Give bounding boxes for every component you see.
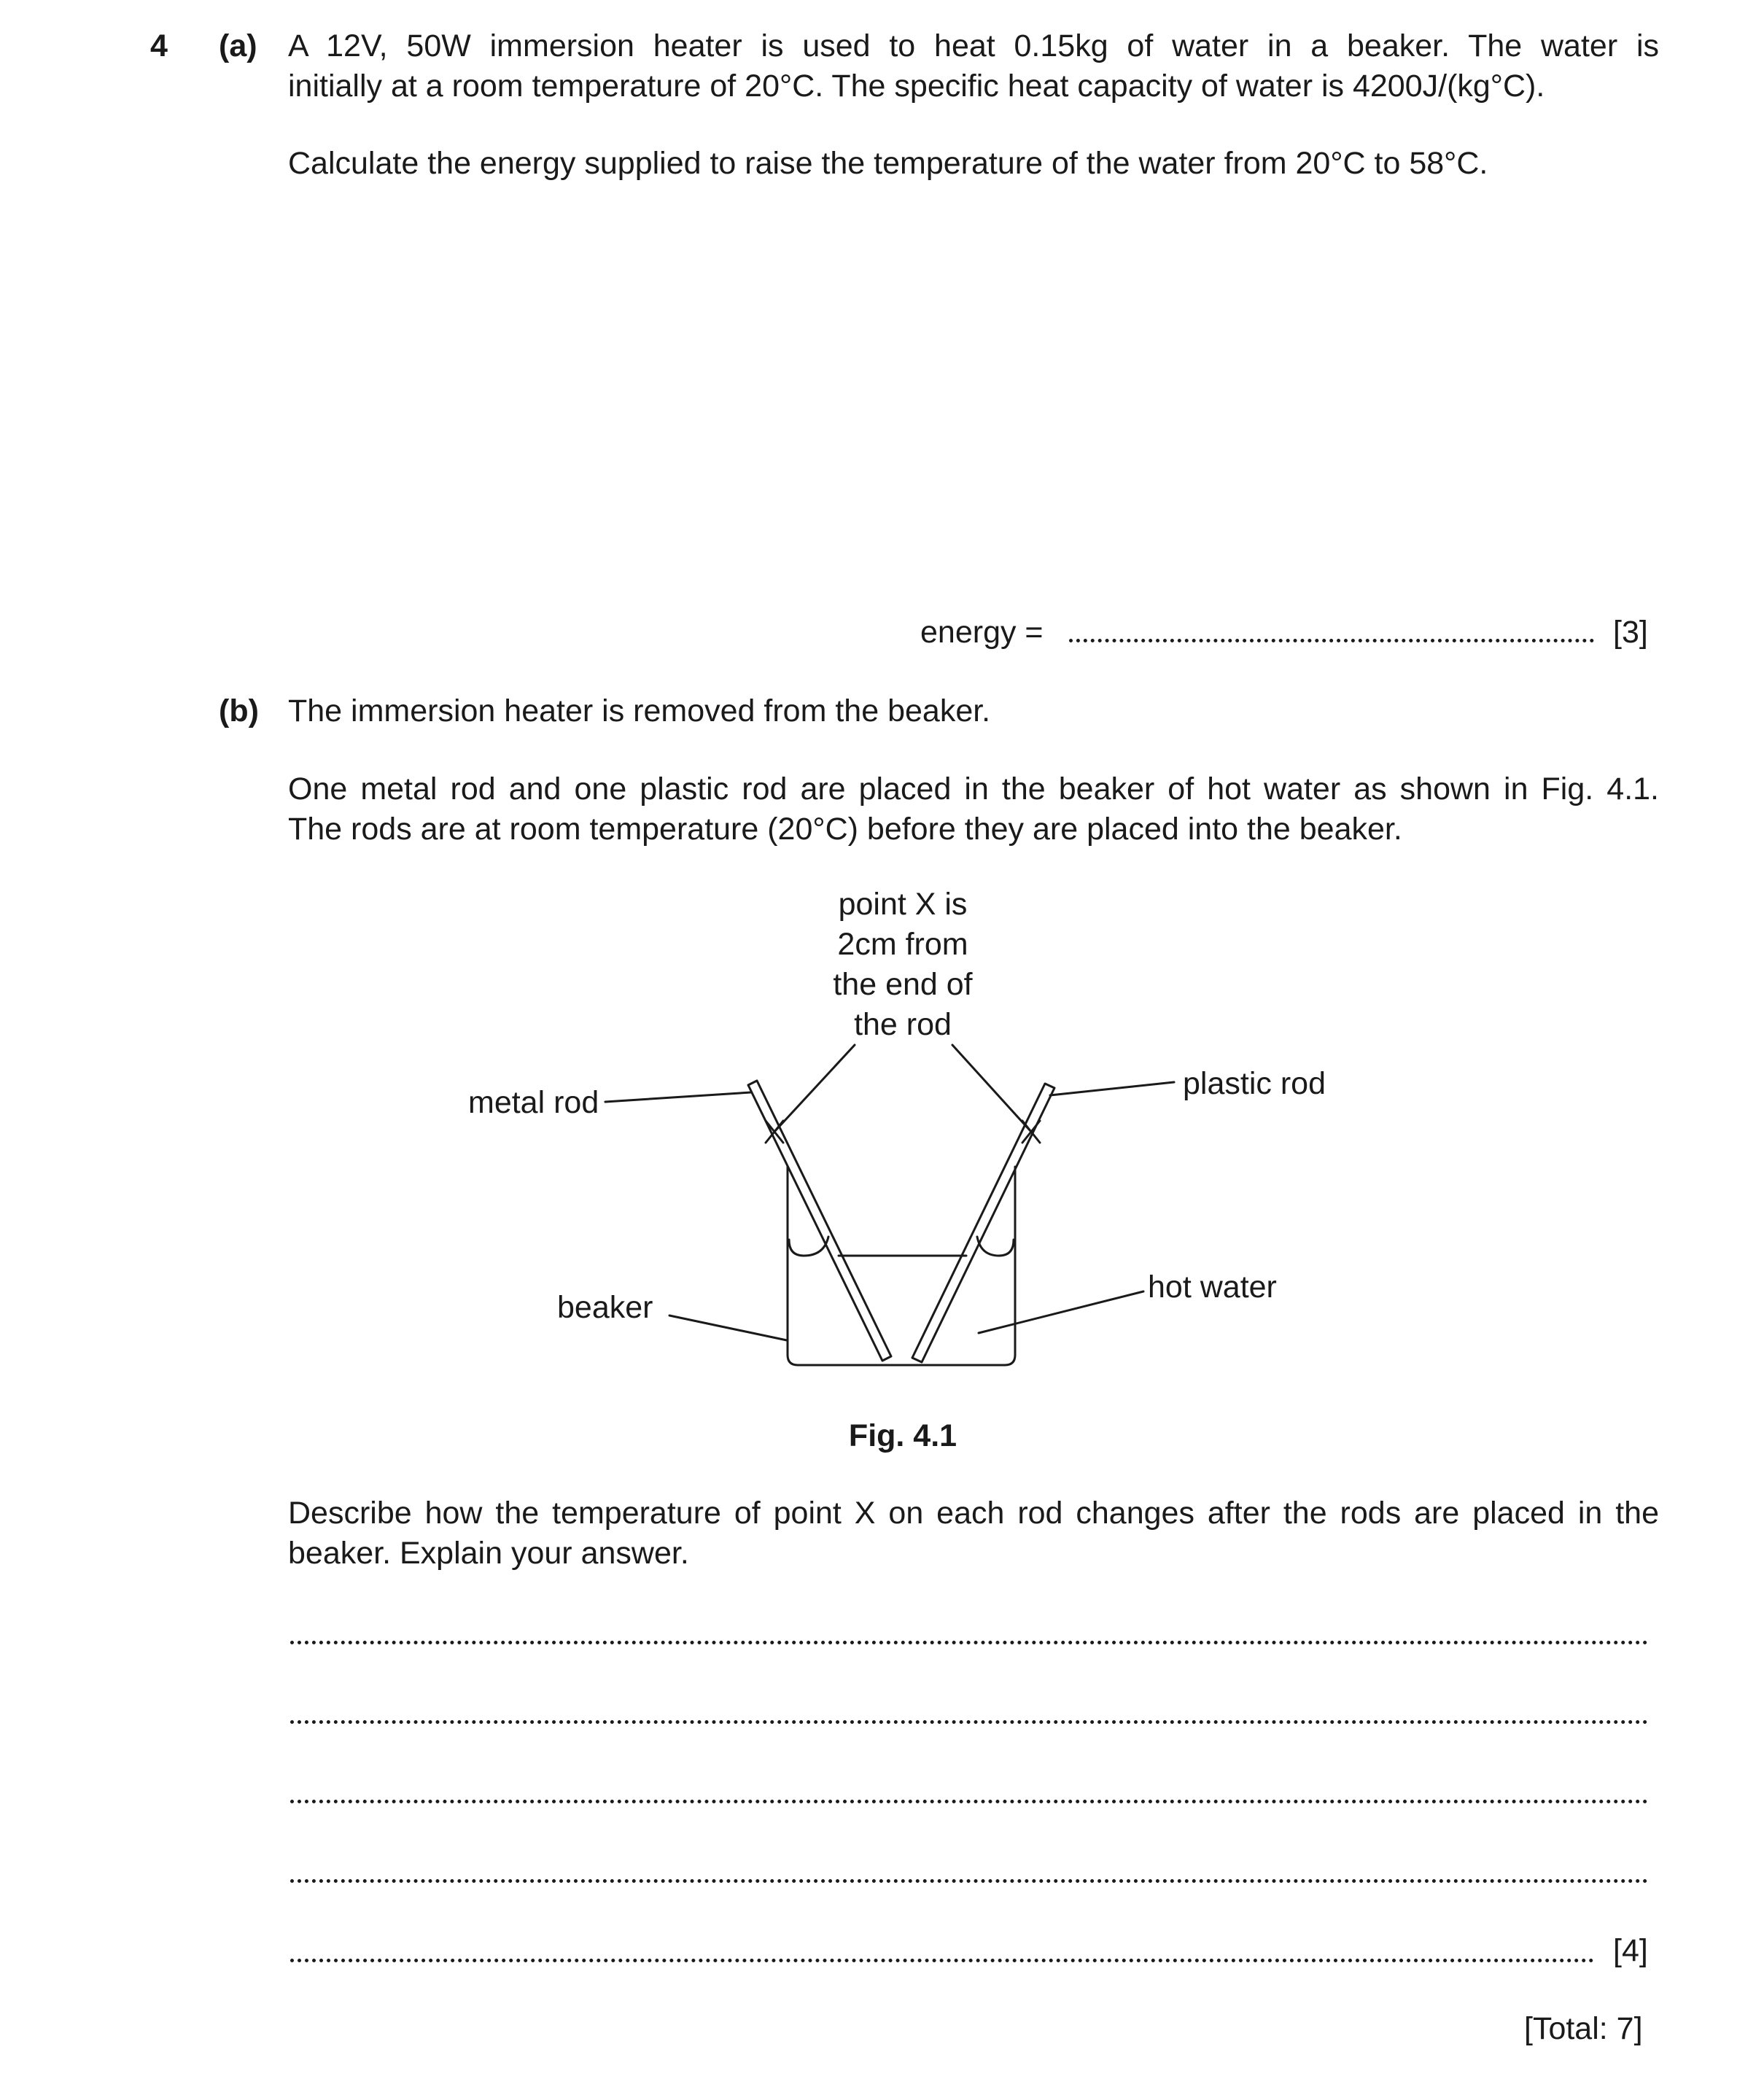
question-number: 4: [150, 28, 168, 63]
energy-answer-label: energy =: [920, 615, 1044, 650]
part-b-intro: The immersion heater is removed from the beaker.: [288, 693, 991, 728]
beaker-leader: [669, 1315, 787, 1340]
hot-water-label: hot water: [1148, 1270, 1277, 1305]
part-b-label: (b): [219, 693, 259, 728]
total-marks: [Total: 7]: [1524, 2011, 1643, 2046]
answer-line-3[interactable]: [290, 1800, 1648, 1803]
part-a-instruction: Calculate the energy supplied to raise the temperature of the water from 20°C to 58°C.: [288, 146, 1488, 181]
plastic-rod: [912, 1084, 1054, 1362]
point-x-leader-left: [774, 1045, 855, 1132]
figure-caption: Fig. 4.1: [848, 1418, 957, 1453]
answer-line-1[interactable]: [290, 1641, 1648, 1644]
part-a-label: (a): [219, 28, 257, 63]
part-a-text-line-2: initially at a room temperature of 20°C. The specific heat capacity of water is 4200J/(kg°C).: [288, 69, 1545, 104]
metal-rod: [748, 1081, 891, 1361]
point-x-label-line-2: 2cm from: [837, 927, 968, 962]
metal-rod-leader: [605, 1092, 751, 1102]
part-b-question-line-2: beaker. Explain your answer.: [288, 1536, 689, 1571]
point-x-leader-right: [952, 1045, 1031, 1132]
part-a-text-line-1: A 12V, 50W immersion heater is used to heat 0.15kg of water in a beaker. The water is: [288, 28, 1659, 63]
point-x-label-line-4: the rod: [854, 1007, 952, 1042]
answer-line-5[interactable]: [290, 1959, 1594, 1962]
beaker-outline: [788, 1167, 1015, 1365]
point-x-label-line-3: the end of: [833, 967, 973, 1002]
plastic-rod-label: plastic rod: [1183, 1066, 1326, 1101]
answer-line-4[interactable]: [290, 1879, 1648, 1883]
water-surface-right: [977, 1237, 1014, 1256]
part-b-text-line-2: The rods are at room temperature (20°C) before they are placed into the beaker.: [288, 812, 1402, 847]
plastic-rod-leader: [1050, 1082, 1174, 1095]
answer-line-2[interactable]: [290, 1720, 1648, 1724]
part-a-marks: [3]: [1613, 615, 1648, 650]
part-b-text-line-1: One metal rod and one plastic rod are placed in the beaker of hot water as shown in Fig. 4.1.: [288, 772, 1659, 807]
part-b-marks: [4]: [1613, 1933, 1648, 1968]
hot-water-leader: [979, 1291, 1143, 1333]
metal-rod-label: metal rod: [468, 1085, 599, 1120]
beaker-label: beaker: [557, 1290, 653, 1325]
part-b-question-line-1: Describe how the temperature of point X on each rod changes after the rods are placed in the: [288, 1496, 1659, 1531]
point-x-label-line-1: point X is: [838, 887, 968, 922]
